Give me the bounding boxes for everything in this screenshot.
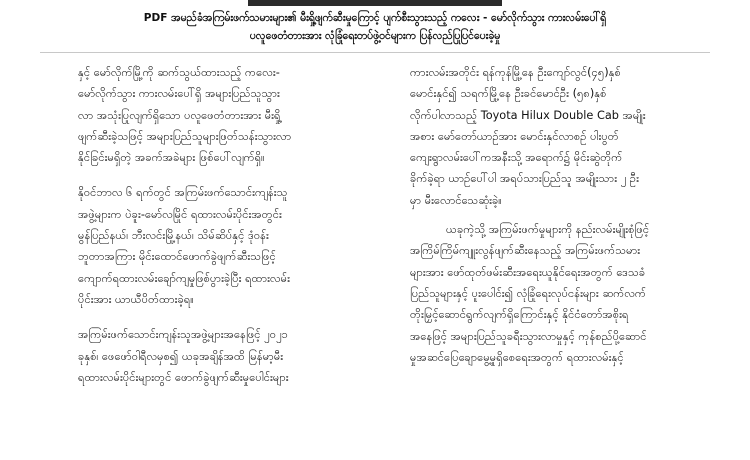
left-column: [78, 62, 378, 460]
text-line: မှုအဆင်ပြေချောမွေ့မှုရှိစေရေးအတွက် ရထားလမ်းနှင့်: [410, 350, 624, 364]
text-line: တိုးမြှင့်ဆောင်ရွက်လျက်ရှိကြောင်းနှင့် နိုင်ငံတော်အစိုးရ: [410, 308, 629, 322]
text-line: မော်လိုက်သွား ကားလမ်းပေါ်ရှိ အများပြည်သူသွား: [78, 87, 280, 101]
text-line: ပြည်သူများနှင့် ပူးပေါင်း၍ လုံခြုံရေးလုပ်ငန်းများ ဆက်လက်: [410, 286, 646, 300]
text-line: မွန်ပြည်နယ်၊ ဘီးလင်းမြို့နယ်၊ သိမ်ဆိပ်နှင့် ဒုံဝန်း: [78, 229, 269, 243]
text-line: လာ အသုံးပြုလျက်ရှိသော ပလူဖေတံတားအား မီးရှို့: [78, 108, 281, 122]
text-line: ခိုက်ခဲ့ရာ ယာဉ်ပေါ်ပါ အရပ်သားပြည်သူ အမျိုးသား ၂ ဦး: [410, 172, 639, 186]
text-line: အဖွဲ့များက ပဲခူး-မော်လမြိုင် ရထားလမ်းပိုင်းအတွင်း: [78, 207, 282, 221]
text-line: အကြိမ်ကြိမ်ကျူးလွန်ဖျက်ဆီးနေသည့် အကြမ်းဖက်သမား: [410, 244, 641, 258]
text-line: ဘူတာအကြား မိုင်းထောင်ဖောက်ခွဲဖျက်ဆီးသဖြင့်: [78, 250, 276, 264]
text-line: အစား မော်တော်ယာဉ်အား မောင်းနှင်လာစဉ် ပါးပွတ်: [410, 129, 619, 143]
headline-divider: [40, 52, 710, 53]
text-line: များအား ဖော်ထုတ်ဖမ်းဆီးအရေးယူနိုင်ရေးအတွက် ဒေသခံ: [410, 265, 646, 279]
text-line: ရထားလမ်းပိုင်းများတွင် ဖောက်ခွဲဖျက်ဆီးမှုပေါင်းများ: [78, 370, 289, 384]
text-line: ခုနှစ်၊ ဖေဖော်ဝါရီလမှစ၍ ယခုအချိန်အထိ မြန်မာ့မီး: [78, 349, 284, 363]
text-line: လိုက်ပါလာသည့် Toyota Hilux Double Cab အမျိုး: [410, 108, 646, 122]
bullet-item: [78, 324, 378, 388]
text-line: နိုင်ခြင်းမရှိတဲ့ အခက်အခဲများ ဖြစ်ပေါ်လျက်ရှိ။: [78, 151, 265, 165]
text-line: ကျေးရွာလမ်းပေါ်ကအနီးသို့ အရောက်၌ မိုင်းဆွဲတိုက်: [410, 151, 623, 165]
text-line: ကျောက်ရထားလမ်းချော်ကျမှုဖြစ်ပွားခဲ့ပြီး ရထားလမ်း: [78, 271, 290, 285]
headline-line-1: PDF အမည်ခံအကြမ်းဖက်သမားများ၏ မီးရှို့ဖျက်ဆီးမှုကြောင့် ပျက်စီးသွားသည့် ကလေး - မော်လိုက်သွား ကားလမ်းပေါ်ရှိ: [143, 12, 607, 24]
bullet-item: [78, 182, 378, 310]
right-paragraph-2: [410, 219, 708, 368]
left-intro-paragraph: [78, 62, 378, 168]
text-line: အနေဖြင့် အများပြည်သူခရီးသွားလာမှုနှင့် ကုန်စည်ပို့ဆောင်: [410, 329, 647, 343]
text-line: မောင်းနှင်၍ သရက်မြို့နေ ဦးခင်မောင်ဦး (၅၈)နှစ်: [410, 87, 607, 101]
bullet-list: [78, 182, 378, 388]
headline-line-2: ပလူဖေတံတားအား လုံခြုံရေးတပ်ဖွဲ့ဝင်များက ပြန်လည်ပြုပြင်ပေးခဲ့မှု: [249, 30, 501, 42]
text-line: ယခုကဲ့သို့ အကြမ်းဖက်မှုများကို နည်းလမ်းမျိုးစုံဖြင့်: [446, 223, 650, 237]
right-column: [410, 62, 708, 460]
text-line: မှာ မီးလောင်သေဆုံးခဲ့။: [410, 193, 502, 207]
text-line: အကြမ်းဖက်သောင်းကျန်းသူအဖွဲ့များအနေဖြင့် ၂၀၂၁: [78, 328, 288, 342]
text-line: ပိုင်းအား ယာယီပိတ်ထားခဲ့ရ။: [78, 292, 194, 306]
right-paragraph-1: [410, 62, 708, 211]
header-dark-bar: [248, 0, 502, 6]
article-headline: [0, 9, 750, 45]
text-line: နှင့် မော်လိုက်မြို့ကို ဆက်သွယ်ထားသည့် ကလေး-: [78, 66, 280, 79]
text-line: ဖျက်ဆီးခဲ့သဖြင့် အများပြည်သူများဖြတ်သန်းသွားလာ: [78, 129, 292, 143]
text-line: နိုဝင်ဘာလ ၆ ရက်တွင် အကြမ်းဖက်သောင်းကျန်းသူ: [78, 186, 288, 200]
text-line: ကားလမ်းအတိုင်း ရန်ကုန်မြို့နေ ဦးကျော်လွင်(၄၅)နှစ်: [410, 66, 621, 79]
